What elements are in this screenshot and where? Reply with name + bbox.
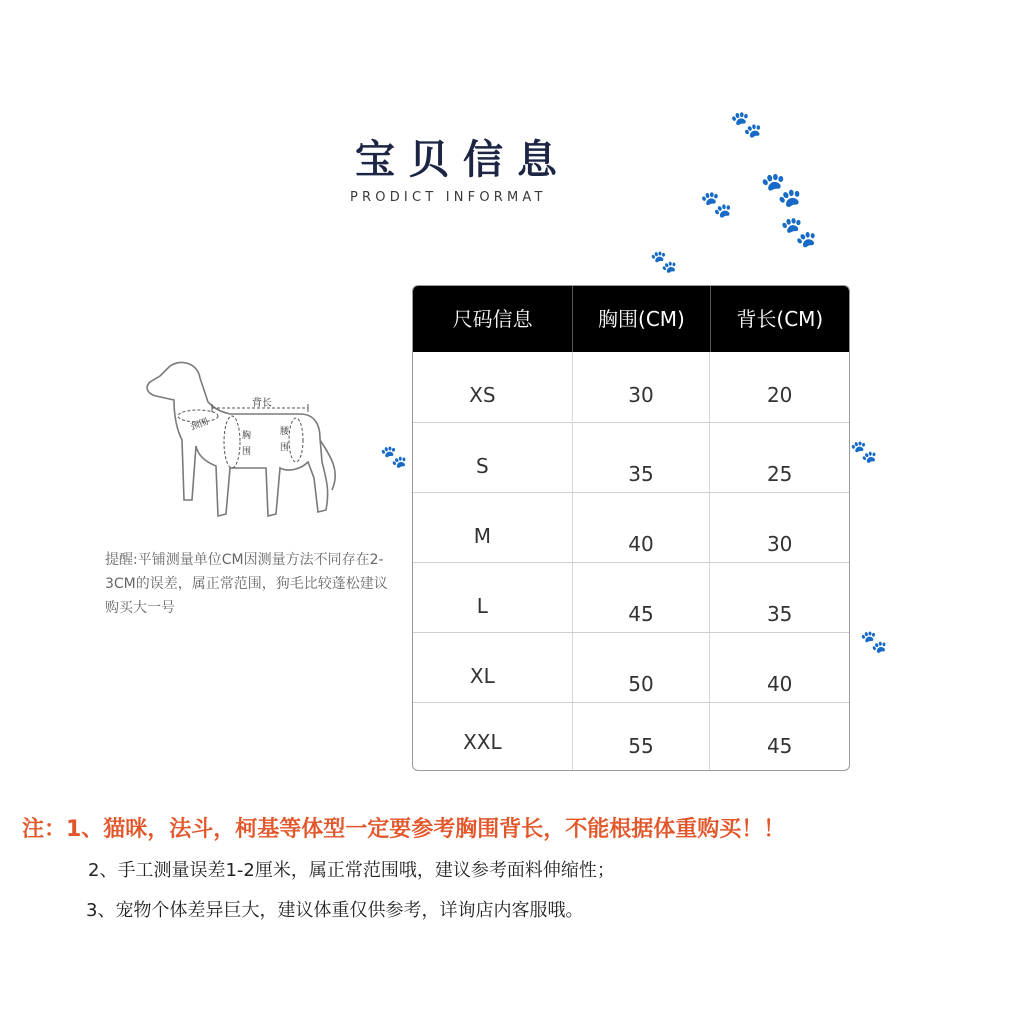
cell-chest: 30 (573, 352, 711, 429)
header-back: 背长(CM) (736, 307, 824, 331)
footer-note-3: 3、宠物个体差异巨大，建议体重仅供参考，详询店内客服哦。 (86, 900, 584, 921)
table-row (413, 352, 849, 421)
header-size: 尺码信息 (413, 286, 573, 352)
paw-icon: 🐾 (860, 630, 888, 655)
cell-chest: 45 (573, 563, 711, 648)
size-table (412, 285, 850, 771)
cell-chest: 50 (573, 633, 711, 718)
cell-back: 40 (766, 671, 793, 696)
paw-icon: 🐾 (380, 445, 408, 470)
dog-outline (147, 362, 328, 516)
waist-label-1: 腰 (280, 427, 290, 437)
paw-icon: 🐾 (650, 250, 678, 275)
cell-size: L (413, 563, 573, 632)
waist-label-2: 围 (280, 443, 290, 453)
footer-note-2: 2、手工测量误差1-2厘米，属正常范围哦，建议参考面料伸缩性； (88, 860, 615, 881)
header-chest: 胸围(CM) (573, 286, 710, 352)
measurement-note: 提醒:平铺测量单位CM因测量方法不同存在2-3CM的误差，属正常范围，狗毛比较蓬松建议 购买大一号 (105, 552, 388, 616)
table-row (413, 632, 849, 702)
page-subtitle: PRODICT INFORMAT (350, 190, 547, 205)
chest-label-2: 围 (242, 447, 252, 457)
cell-back: 45 (766, 733, 793, 758)
cell-back: 25 (766, 461, 793, 486)
cell-size: XS (413, 352, 573, 421)
paw-icon: 🐾 (780, 215, 818, 250)
cell-back: 30 (766, 531, 793, 556)
table-header (413, 286, 849, 352)
paw-icon: 🐾 (760, 170, 803, 210)
cell-chest: 40 (573, 493, 711, 578)
page-title: 宝贝信息 (355, 136, 571, 183)
cell-back: 20 (766, 382, 793, 407)
neck-label: 颈围 (189, 417, 210, 433)
table-row (413, 702, 849, 771)
cell-back: 35 (766, 601, 793, 626)
chest-label-1: 胸 (242, 431, 252, 441)
cell-size: M (413, 493, 573, 562)
table-row (413, 562, 849, 632)
back-length-label: 背长 (252, 398, 272, 409)
cell-size: XL (413, 633, 573, 702)
cell-size: S (413, 423, 573, 492)
footer-note-main: 注：1、猫咪，法斗，柯基等体型一定要参考胸围背长，不能根据体重购买！！ (22, 817, 786, 842)
paw-icon: 🐾 (730, 110, 763, 140)
cell-size: XXL (413, 703, 573, 771)
cell-chest: 55 (573, 703, 711, 771)
paw-icon: 🐾 (700, 190, 733, 220)
table-row (413, 492, 849, 562)
paw-icon: 🐾 (850, 440, 878, 465)
table-row (413, 422, 849, 492)
cell-chest: 35 (573, 423, 711, 508)
dog-measurement-diagram (130, 350, 350, 530)
